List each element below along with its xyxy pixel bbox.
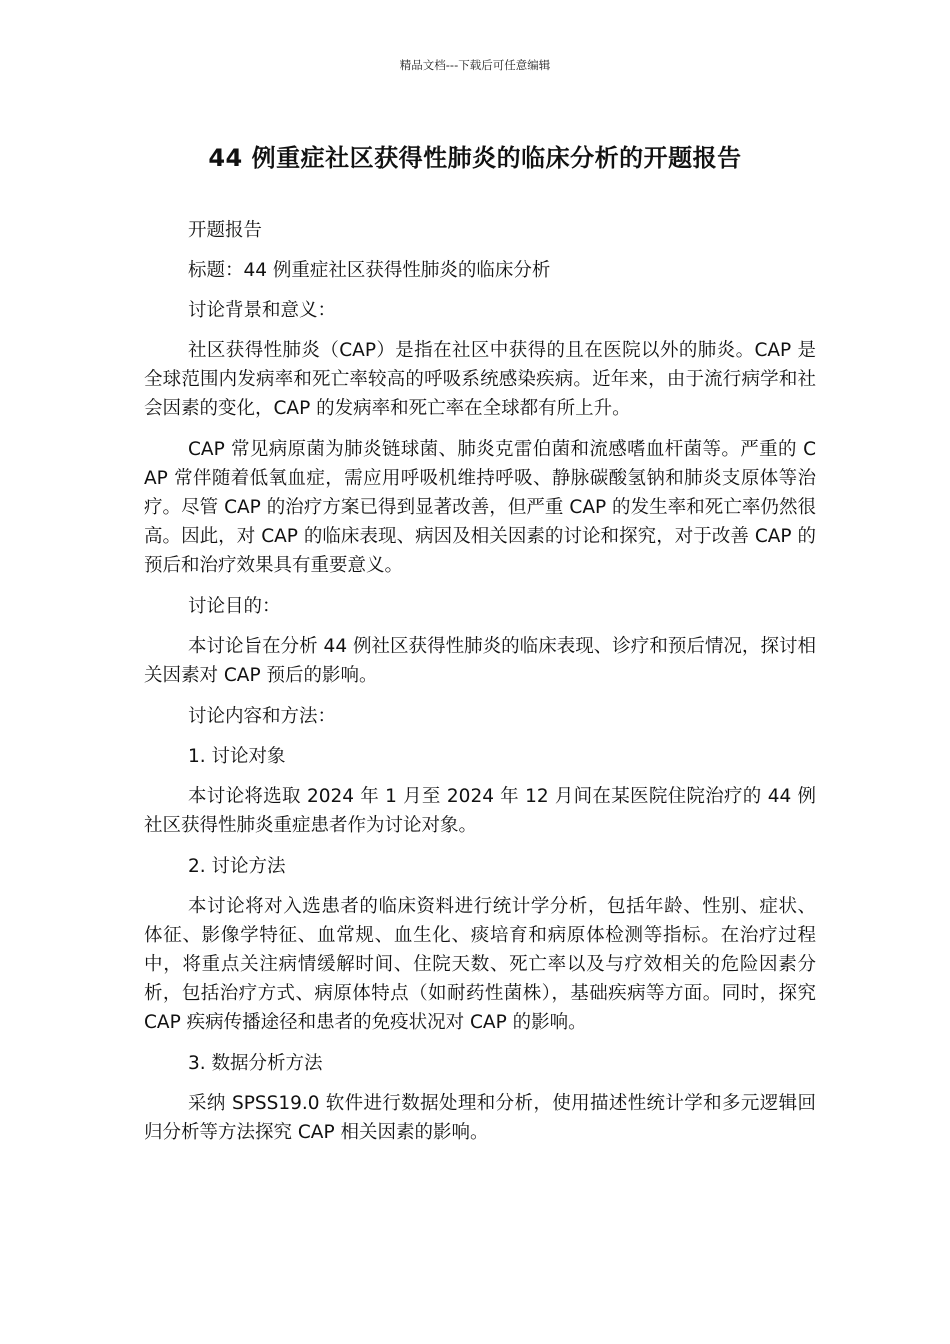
paragraph-background-2: CAP 常见病原菌为肺炎链球菌、肺炎克雷伯菌和流感嗜血杆菌等。严重的 CAP 常伴随着低氧血症，需应用呼吸机维持呼吸、静脉碳酸氢钠和肺炎支原体等治疗。尽管 CAP 的治疗方案已得到显著改善，但严重 CAP 的发生率和死亡率仍然很高。因此，对 CAP 的临床表现、病因及相关因素的讨论和探究，对于改善 CAP 的预后和治疗效果具有重要意义。 [144,439,816,576]
paragraph-background-1: 社区获得性肺炎（CAP）是指在社区中获得的且在医院以外的肺炎。CAP 是全球范围内发病率和死亡率较高的呼吸系统感染疾病。近年来，由于流行病学和社会因素的变化，CAP 的发病率和死亡率在全球都有所上升。 [144,340,816,419]
subheading-methods: 2. 讨论方法 [188,856,286,877]
heading-purpose: 讨论目的： [188,596,281,617]
page-header: 精品文档---下载后可任意编辑 [399,58,551,72]
paragraph-title-line: 标题：44 例重症社区获得性肺炎的临床分析 [188,260,551,281]
subheading-subjects: 1. 讨论对象 [188,746,286,767]
paragraph-purpose: 本讨论旨在分析 44 例社区获得性肺炎的临床表现、诊疗和预后情况，探讨相关因素对 CAP 预后的影响。 [144,636,816,686]
document-body [144,216,816,1159]
heading-methods: 讨论内容和方法： [188,706,337,727]
paragraph-analysis: 采纳 SPSS19.0 软件进行数据处理和分析，使用描述性统计学和多元逻辑回归分析等方法探究 CAP 相关因素的影响。 [144,1093,816,1143]
heading-background: 讨论背景和意义： [188,300,337,321]
document-title: 44 例重症社区获得性肺炎的临床分析的开题报告 [208,144,742,172]
subheading-analysis: 3. 数据分析方法 [188,1053,323,1074]
paragraph-methods: 本讨论将对入选患者的临床资料进行统计学分析，包括年龄、性别、症状、体征、影像学特征、血常规、血生化、痰培育和病原体检测等指标。在治疗过程中，将重点关注病情缓解时间、住院天数、死亡率以及与疗效相关的危险因素分析，包括治疗方式、病原体特点（如耐药性菌株），基础疾病等方面。同时，探究 CAP 疾病传播途径和患者的免疫状况对 CAP 的影响。 [144,896,816,1033]
paragraph-report-label: 开题报告 [188,220,263,241]
paragraph-subjects: 本讨论将选取 2024 年 1 月至 2024 年 12 月间在某医院住院治疗的 44 例社区获得性肺炎重症患者作为讨论对象。 [144,786,816,836]
